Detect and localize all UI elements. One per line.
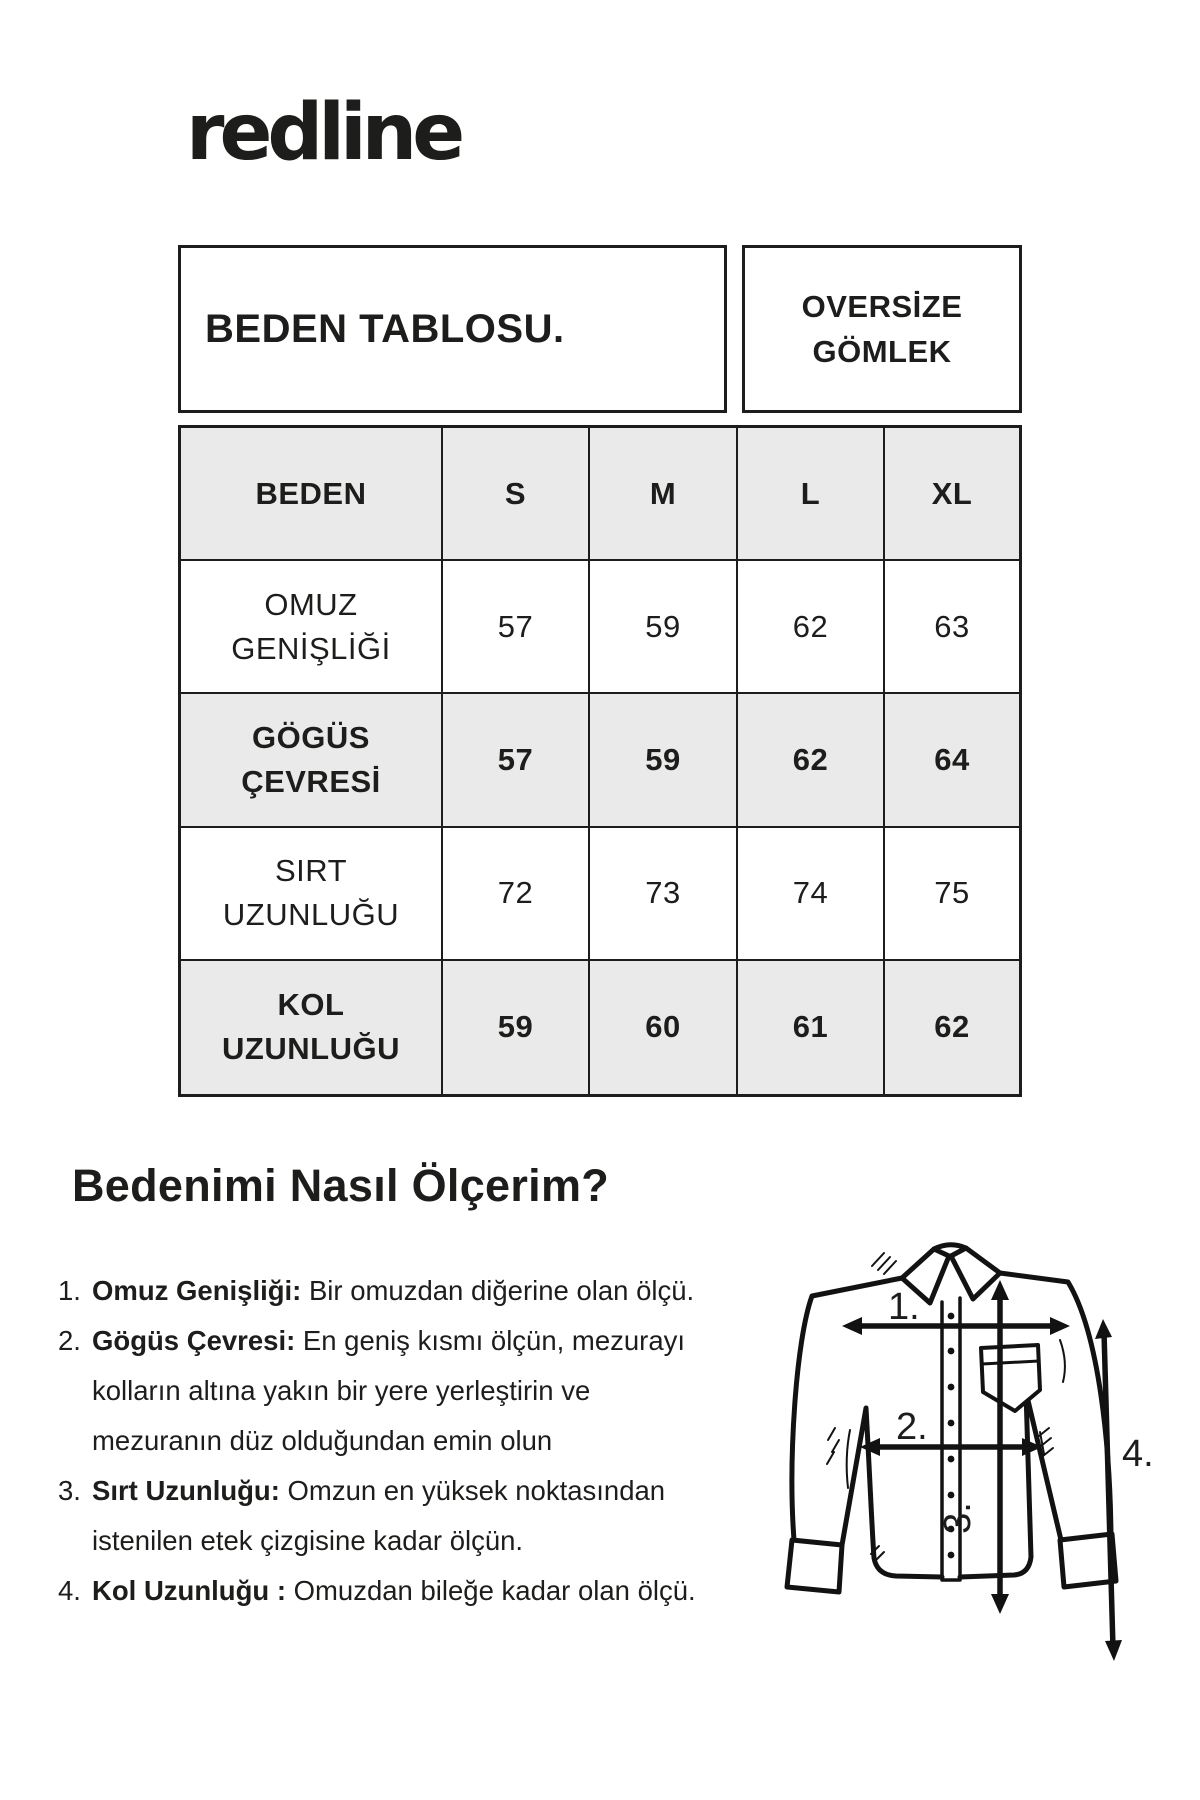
list-item-number: 3. bbox=[58, 1475, 81, 1506]
list-item-term: Kol Uzunluğu : bbox=[92, 1575, 286, 1606]
list-item bbox=[58, 1316, 700, 1466]
list-item-text bbox=[92, 1316, 700, 1466]
list-item-desc: Omzun en yüksek noktasından istenilen etek çizgisine kadar ölçün. bbox=[92, 1475, 666, 1556]
list-item-desc: En geniş kısmı ölçün, mezurayı kolların altına yakın bir yere yerleştirin ve mezuranın düz olduğundan emin olun bbox=[92, 1325, 686, 1456]
list-item-number: 2. bbox=[58, 1325, 81, 1356]
table-cell: 73 bbox=[590, 828, 738, 961]
shoulder-arrow-label: 1. bbox=[888, 1286, 920, 1328]
product-type-box bbox=[742, 245, 1022, 413]
table-cell: 59 bbox=[590, 694, 738, 827]
list-item-term: Sırt Uzunluğu: bbox=[92, 1475, 280, 1506]
table-cell: 62 bbox=[738, 561, 885, 694]
table-cell: 72 bbox=[443, 828, 590, 961]
column-header-beden: BEDEN bbox=[181, 428, 443, 561]
arrowhead bbox=[991, 1280, 1009, 1300]
row-label-omuz-genisligi: OMUZ GENİŞLİĞİ bbox=[181, 561, 443, 694]
placket bbox=[942, 1298, 960, 1580]
column-header-s: S bbox=[443, 428, 590, 561]
table-cell: 64 bbox=[885, 694, 1019, 827]
list-item-number: 1. bbox=[58, 1275, 81, 1306]
left-cuff bbox=[787, 1540, 842, 1592]
arrowhead bbox=[991, 1594, 1009, 1614]
how-to-measure-list bbox=[58, 1266, 700, 1616]
back-arrow-label: 3. bbox=[937, 1502, 979, 1534]
right-body-seam bbox=[960, 1392, 1061, 1577]
row-label-sirt-uzunlugu: SIRT UZUNLUĞU bbox=[181, 828, 443, 961]
table-cell: 61 bbox=[738, 961, 885, 1094]
arrowhead bbox=[1095, 1319, 1112, 1339]
table-cell: 57 bbox=[443, 694, 590, 827]
chest-arrow-label: 2. bbox=[896, 1406, 928, 1448]
list-item bbox=[58, 1466, 700, 1566]
list-item-text bbox=[92, 1266, 700, 1316]
list-item-term: Gögüs Çevresi: bbox=[92, 1325, 296, 1356]
collar-right-flap bbox=[951, 1248, 1000, 1299]
product-type-line1: OVERSİZE bbox=[801, 289, 963, 324]
list-item-number: 4. bbox=[58, 1575, 81, 1606]
left-sleeve-outline bbox=[792, 1278, 902, 1540]
size-table-title: BEDEN TABLOSU. bbox=[205, 306, 565, 351]
list-item bbox=[58, 1266, 700, 1316]
arrowhead bbox=[1050, 1317, 1070, 1335]
arrowhead bbox=[842, 1317, 862, 1335]
table-cell: 60 bbox=[590, 961, 738, 1094]
table-cell: 63 bbox=[885, 561, 1019, 694]
brand-logo: redline bbox=[186, 88, 461, 178]
table-cell: 74 bbox=[738, 828, 885, 961]
shirt-measurement-diagram bbox=[776, 1240, 1184, 1684]
column-header-l: L bbox=[738, 428, 885, 561]
list-item-term: Omuz Genişliği: bbox=[92, 1275, 302, 1306]
list-item bbox=[58, 1566, 700, 1616]
shirt-illustration bbox=[776, 1240, 1184, 1684]
list-item-text bbox=[92, 1566, 700, 1616]
list-item-desc: Bir omuzdan diğerine olan ölçü. bbox=[301, 1275, 695, 1306]
column-header-m: M bbox=[590, 428, 738, 561]
table-cell: 57 bbox=[443, 561, 590, 694]
list-item-text bbox=[92, 1466, 700, 1566]
arrowhead bbox=[1105, 1640, 1122, 1661]
table-cell: 75 bbox=[885, 828, 1019, 961]
table-cell: 62 bbox=[885, 961, 1019, 1094]
list-item-desc: Omuzdan bileğe kadar olan ölçü. bbox=[285, 1575, 696, 1606]
table-cell: 59 bbox=[590, 561, 738, 694]
size-table bbox=[178, 425, 1022, 1097]
size-table-title-box bbox=[178, 245, 727, 413]
row-label-gogus-cevresi: GÖGÜS ÇEVRESİ bbox=[181, 694, 443, 827]
product-type-line2: GÖMLEK bbox=[812, 334, 952, 369]
row-label-kol-uzunlugu: KOL UZUNLUĞU bbox=[181, 961, 443, 1094]
sleeve-arrow-label: 4. bbox=[1122, 1433, 1154, 1475]
table-cell: 59 bbox=[443, 961, 590, 1094]
table-cell: 62 bbox=[738, 694, 885, 827]
how-to-measure-heading: Bedenimi Nasıl Ölçerim? bbox=[72, 1160, 610, 1211]
collar-back-band bbox=[934, 1245, 966, 1249]
chest-pocket bbox=[981, 1345, 1040, 1411]
column-header-xl: XL bbox=[885, 428, 1019, 561]
